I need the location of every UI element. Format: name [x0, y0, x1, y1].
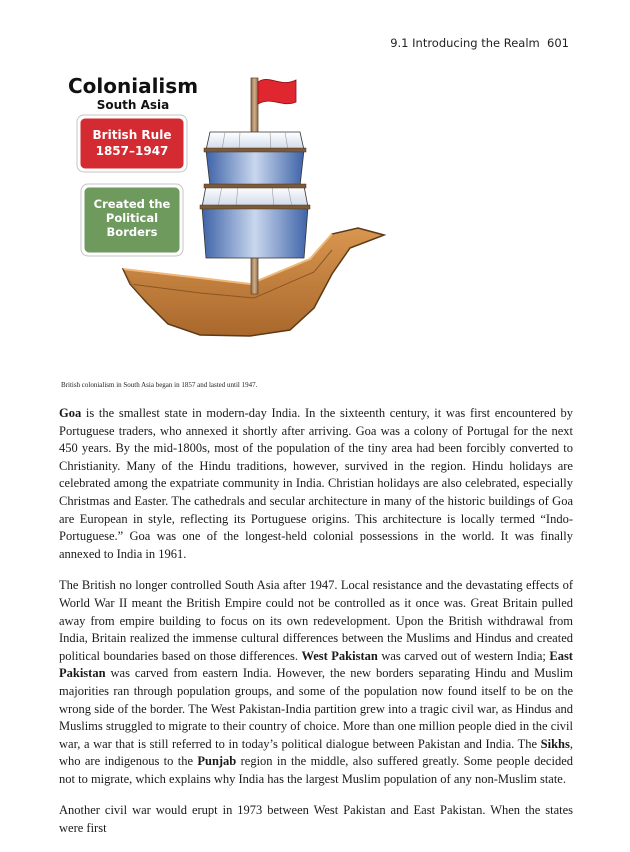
bold-term: Punjab: [197, 754, 237, 769]
figure-subtitle: South Asia: [96, 98, 170, 112]
bold-term: East Pakistan: [59, 648, 573, 681]
bold-term: Goa: [59, 406, 82, 420]
paragraph-civil-war: [59, 802, 573, 837]
paragraph-goa: [59, 405, 573, 563]
page-header: [390, 36, 569, 50]
colonialism-figure: [60, 62, 400, 362]
political-borders-line1: Created the: [93, 197, 171, 211]
bold-term: West Pakistan: [301, 648, 378, 663]
text-run: is the smallest state in modern-day India. In the sixteenth century, it was first encountered by Portuguese traders, who annexed it shortly after arriving. Goa was a colony of Portugal for the next 450 years. By the mid-1800s, most of the population of the tiny area had been forcibly converted to Christianity. Many of the Hindu traditions, however, survived in the region. Hindu holidays are celebrated among the expatriate community in India. Christian holidays are also celebrated, especially Christmas and Easter. The cathedrals and secular architecture in many of the historic buildings of Goa are European in style, reflecting its Portuguese origins. This architecture is locally termed “Indo-Portuguese.” Goa was one of the longest-held colonial possessions in the world. It was finally annexed to India in 1961.: [59, 406, 573, 561]
text-run: region in the middle, also suffered greatly. Some people decided not to migrate, which explains why India has the largest Muslim population of any non-Muslim state.: [59, 754, 573, 786]
paragraph-british-partition: [59, 577, 573, 788]
lower-sail: [200, 184, 310, 258]
ship-flag: [258, 79, 296, 104]
text-run: was carved out of western India;: [377, 648, 550, 663]
page-number: 601: [547, 36, 569, 50]
text-run: was carved from eastern India. However, the new borders separating Hindu and Muslim majorities ran through population groups, and some of the population now found itself to be on the wrong side of the border. The West Pakistan-India partition grew into a tragic civil war, as Hindus and Muslims struggled to migrate to their country of choice. More than one million people died in the civil war, a war that is still referred to in today’s political dialogue between Pakistan and India. The: [59, 666, 573, 751]
text-run: The British no longer controlled South Asia after 1947. Local resistance and the devastating effects of World War II meant the British Empire could not be controlled as it once was. Great Britain pulled away from empire building to focus on its own redevelopment. Upon the British withdrawal from India, Britain realized the immense cultural differences between the Muslims and Hindus and created political boundaries based on those differences.: [59, 578, 573, 663]
figure-title: Colonialism: [67, 74, 199, 98]
british-rule-line2: 1857–1947: [95, 144, 169, 158]
political-borders-line2: Political: [105, 211, 159, 225]
text-run: Another civil war would erupt in 1973 between West Pakistan and East Pakistan. When the states were first: [59, 803, 573, 836]
figure-caption: British colonialism in South Asia began in 1857 and lasted until 1947.: [61, 381, 258, 389]
british-rule-line1: British Rule: [92, 128, 172, 142]
upper-sail: [204, 132, 306, 186]
bold-term: Sikhs: [540, 736, 570, 751]
political-borders-line3: Borders: [106, 225, 158, 239]
text-run: , who are indigenous to the: [59, 736, 573, 769]
body-text: [59, 405, 573, 852]
running-title: 9.1 Introducing the Realm: [390, 36, 540, 50]
